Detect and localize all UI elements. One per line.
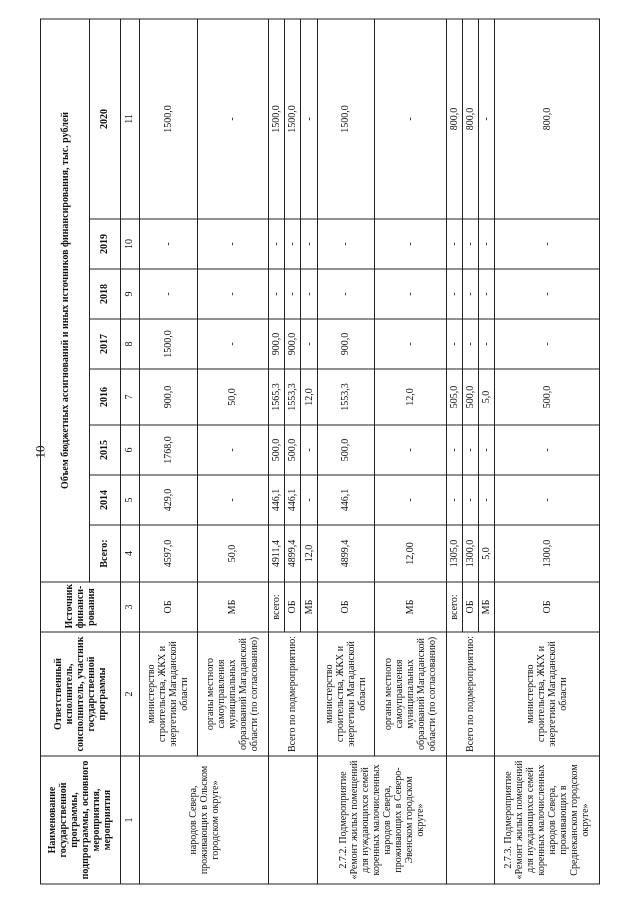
table-row	[269, 19, 285, 884]
program-name-spacer	[446, 756, 494, 884]
value-cell: -	[317, 269, 375, 319]
value-cell: -	[446, 219, 462, 269]
value-cell: -	[446, 475, 462, 525]
header-year: 2017	[90, 319, 120, 369]
column-index: 3	[120, 582, 140, 632]
value-cell: 1500,0	[285, 19, 301, 219]
value-cell: 5,0	[478, 525, 494, 582]
responsible-executor: органы местного самоуправления муниципальных образований Магаданской области (по согласованию)	[375, 632, 446, 756]
funding-source: МБ	[301, 582, 317, 632]
value-cell: 12,0	[301, 369, 317, 425]
funding-source: всего:	[269, 582, 285, 632]
value-cell: -	[446, 269, 462, 319]
column-index: 9	[120, 269, 140, 319]
responsible-executor: министерство строительства, ЖКХ и энергетики Магаданской области	[317, 632, 375, 756]
value-cell: 12,0	[375, 369, 446, 425]
value-cell: -	[478, 219, 494, 269]
value-cell: -	[140, 219, 198, 269]
value-cell: -	[285, 219, 301, 269]
subtotal-label: Всего по подмероприятию:	[446, 632, 494, 756]
header-year: 2019	[90, 219, 120, 269]
header-funding-source: Источник финанси-рования	[41, 582, 121, 632]
program-name-spacer	[269, 756, 317, 884]
header-year: 2014	[90, 475, 120, 525]
column-index: 7	[120, 369, 140, 425]
header-responsible: Ответственный исполнитель, соисполнитель, участник государственной программы	[41, 632, 121, 756]
value-cell: -	[375, 319, 446, 369]
value-cell: 12,00	[375, 525, 446, 582]
value-cell: -	[197, 475, 268, 525]
value-cell: 12,0	[301, 525, 317, 582]
column-index-row	[120, 19, 140, 884]
table-row	[446, 19, 462, 884]
value-cell: 1500,0	[317, 19, 375, 219]
value-cell: -	[478, 475, 494, 525]
subtotal-label: Всего по подмероприятию:	[269, 632, 317, 756]
value-cell: 1500,0	[140, 319, 198, 369]
funding-source: ОБ	[317, 582, 375, 632]
value-cell: 1300,0	[462, 525, 478, 582]
value-cell: -	[375, 425, 446, 475]
value-cell: -	[140, 269, 198, 319]
value-cell: -	[462, 425, 478, 475]
column-index: 11	[120, 19, 140, 219]
column-index: 1	[120, 756, 140, 884]
value-cell: -	[462, 219, 478, 269]
table-row	[197, 19, 268, 884]
funding-source: МБ	[375, 582, 446, 632]
value-cell: 1500,0	[269, 19, 285, 219]
header-budget-volume: Объем бюджетных ассигнований и иных источников финансирования, тыс. рублей	[41, 19, 90, 582]
value-cell: -	[375, 219, 446, 269]
value-cell: 500,0	[269, 425, 285, 475]
column-index: 6	[120, 425, 140, 475]
value-cell: 429,0	[140, 475, 198, 525]
header-year: 2016	[90, 369, 120, 425]
funding-source: МБ	[478, 582, 494, 632]
value-cell: -	[462, 269, 478, 319]
column-index: 4	[120, 525, 140, 582]
table-row	[375, 19, 446, 884]
value-cell: -	[375, 269, 446, 319]
table-row	[495, 19, 600, 884]
column-index: 10	[120, 219, 140, 269]
value-cell: 4597,0	[140, 525, 198, 582]
header-row-1	[41, 19, 90, 884]
value-cell: 800,0	[495, 19, 600, 219]
value-cell: -	[301, 425, 317, 475]
table-row	[317, 19, 375, 884]
funding-source: ОБ	[462, 582, 478, 632]
funding-source: ОБ	[140, 582, 198, 632]
value-cell: -	[197, 219, 268, 269]
value-cell: -	[301, 319, 317, 369]
funding-source: всего:	[446, 582, 462, 632]
value-cell: 500,0	[462, 369, 478, 425]
header-program-name: Наименование государственной программы, подпрограммы, основного мероприятия, мероприятия	[41, 756, 121, 884]
value-cell: -	[462, 475, 478, 525]
column-index: 2	[120, 632, 140, 756]
value-cell: 900,0	[285, 319, 301, 369]
value-cell: -	[495, 269, 600, 319]
value-cell: 4899,4	[285, 525, 301, 582]
value-cell: 500,0	[317, 425, 375, 475]
rotated-page	[40, 20, 600, 885]
funding-source: ОБ	[495, 582, 600, 632]
funding-source: МБ	[197, 582, 268, 632]
value-cell: -	[269, 219, 285, 269]
value-cell: 900,0	[317, 319, 375, 369]
value-cell: 505,0	[446, 369, 462, 425]
value-cell: -	[446, 425, 462, 475]
value-cell: 1305,0	[446, 525, 462, 582]
value-cell: -	[495, 219, 600, 269]
value-cell: 1768,0	[140, 425, 198, 475]
value-cell: -	[375, 19, 446, 219]
header-total: Всего:	[90, 525, 120, 582]
value-cell: -	[495, 475, 600, 525]
column-index: 8	[120, 319, 140, 369]
value-cell: -	[478, 425, 494, 475]
responsible-executor: министерство строительства, ЖКХ и энергетики Магаданской области	[140, 632, 198, 756]
value-cell: -	[301, 219, 317, 269]
value-cell: -	[478, 319, 494, 369]
value-cell: 446,1	[317, 475, 375, 525]
value-cell: -	[197, 19, 268, 219]
value-cell: -	[301, 475, 317, 525]
value-cell: 1553,3	[285, 369, 301, 425]
value-cell: 900,0	[140, 369, 198, 425]
value-cell: 50,0	[197, 525, 268, 582]
value-cell: -	[197, 425, 268, 475]
table-row	[140, 19, 198, 884]
value-cell: -	[375, 475, 446, 525]
value-cell: 446,1	[285, 475, 301, 525]
column-index: 5	[120, 475, 140, 525]
value-cell: 900,0	[269, 319, 285, 369]
program-name: 2.7.3. Подмероприятие «Ремонт жилых помещений для нуждающихся семей коренных малочисленных народов Севера, проживающих в Среднеканском городском округе»	[495, 756, 600, 884]
value-cell: -	[495, 319, 600, 369]
value-cell: 800,0	[462, 19, 478, 219]
value-cell: 1300,0	[495, 525, 600, 582]
budget-table	[40, 18, 600, 884]
page-number: 10	[32, 445, 48, 459]
value-cell: -	[269, 269, 285, 319]
value-cell: 1565,3	[269, 369, 285, 425]
value-cell: 500,0	[495, 369, 600, 425]
value-cell: 800,0	[446, 19, 462, 219]
value-cell: 4899,4	[317, 525, 375, 582]
responsible-executor: органы местного самоуправления муниципальных образований Магаданской области (по согласованию)	[197, 632, 268, 756]
value-cell: 446,1	[269, 475, 285, 525]
value-cell: 5,0	[478, 369, 494, 425]
header-year: 2015	[90, 425, 120, 475]
program-name: 2.7.2. Подмероприятие «Ремонт жилых помещений для нуждающихся семей коренных малочисленных народов Севера, проживающих в Северо-Эвенском городском округе»	[317, 756, 446, 884]
header-year: 2018	[90, 269, 120, 319]
header-year: 2020	[90, 19, 120, 219]
value-cell: 1553,3	[317, 369, 375, 425]
funding-source: ОБ	[285, 582, 301, 632]
value-cell: -	[317, 219, 375, 269]
value-cell: -	[495, 425, 600, 475]
value-cell: -	[478, 19, 494, 219]
program-name: народов Севера, проживающих в Ольском городском округе»	[140, 756, 269, 884]
value-cell: -	[301, 269, 317, 319]
responsible-executor: министерство строительства, ЖКХ и энергетики Магаданской области	[495, 632, 600, 756]
value-cell: -	[301, 19, 317, 219]
value-cell: -	[197, 319, 268, 369]
value-cell: -	[285, 269, 301, 319]
value-cell: 50,0	[197, 369, 268, 425]
value-cell: 500,0	[285, 425, 301, 475]
value-cell: -	[197, 269, 268, 319]
value-cell: -	[446, 319, 462, 369]
value-cell: 4911,4	[269, 525, 285, 582]
value-cell: -	[478, 269, 494, 319]
value-cell: 1500,0	[140, 19, 198, 219]
value-cell: -	[462, 319, 478, 369]
